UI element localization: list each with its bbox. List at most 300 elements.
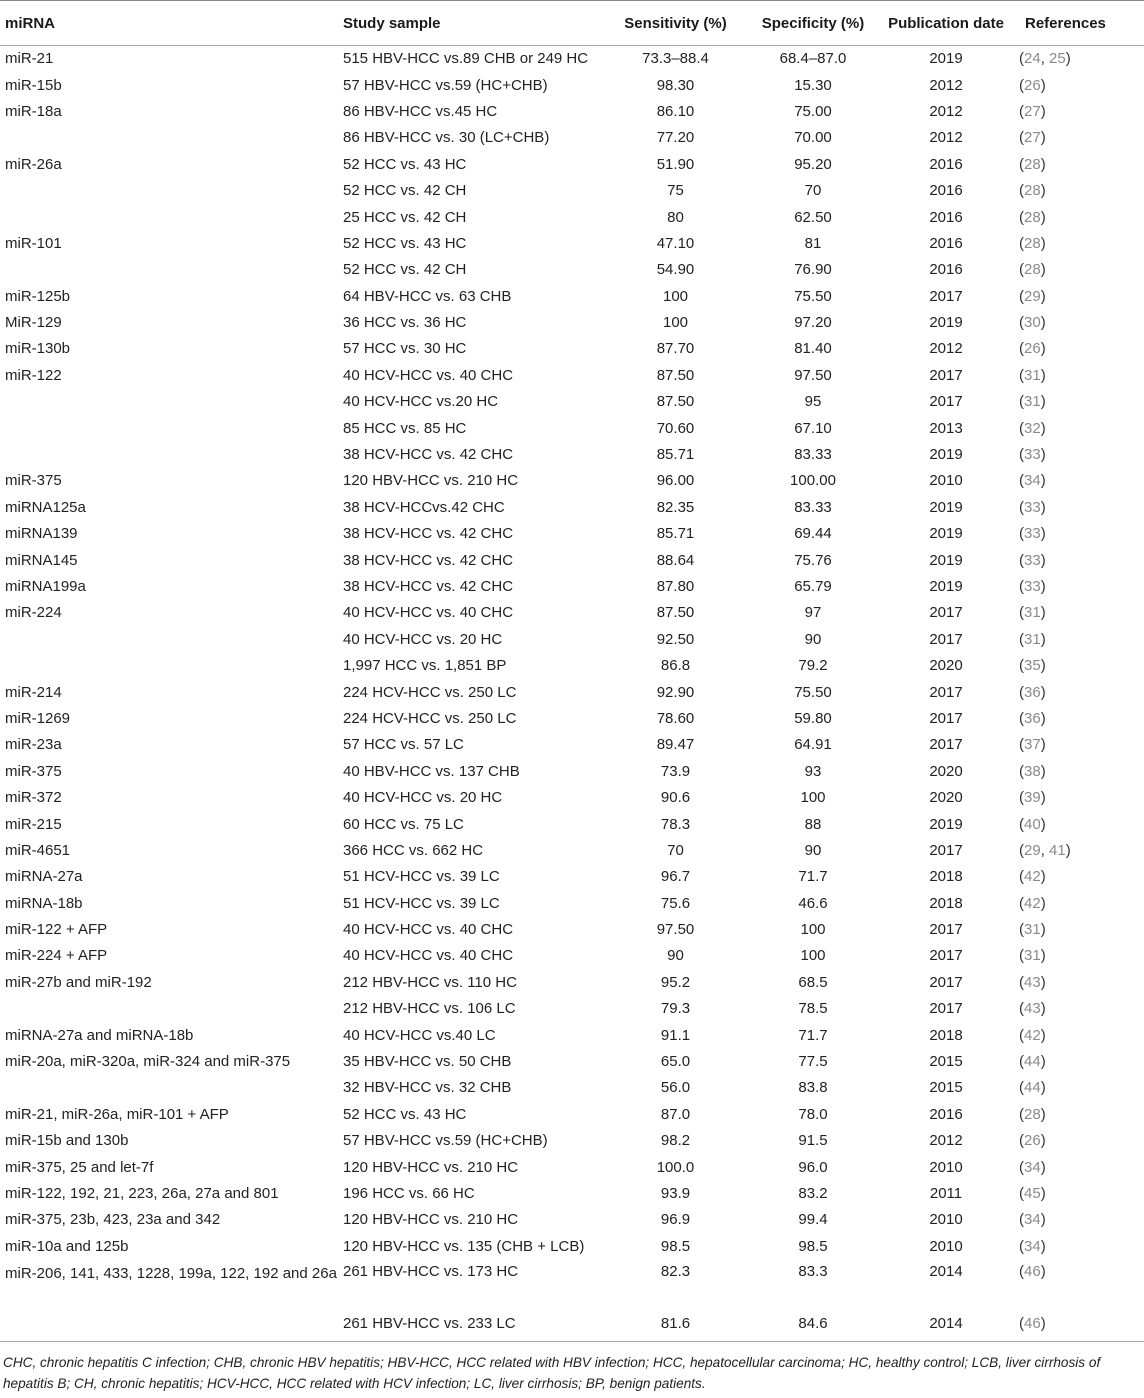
- mirna-cell: [0, 204, 338, 230]
- table-row: [0, 1075, 1144, 1101]
- mirna-cell: miR-21: [5, 50, 54, 68]
- header-sensitivity: Sensitivity (%): [601, 1, 745, 46]
- study-sample-cell: 60 HCC vs. 75 LC: [343, 815, 464, 833]
- sensitivity-cell: 85.71: [656, 525, 695, 543]
- reference-link[interactable]: 35: [1024, 657, 1041, 675]
- sensitivity-cell: 82.35: [656, 498, 695, 516]
- mirna-cell: miR-21, miR-26a, miR-101 + AFP: [5, 1105, 229, 1123]
- publication-date-cell: 2017: [929, 709, 963, 727]
- specificity-cell: 97.20: [794, 314, 832, 332]
- reference-link[interactable]: 34: [1024, 1158, 1041, 1176]
- references-cell: (34): [1019, 472, 1046, 490]
- table-row: [0, 284, 1144, 310]
- references-cell: (42): [1019, 1026, 1046, 1044]
- reference-link[interactable]: 31: [1024, 947, 1041, 965]
- references-cell: (33): [1019, 525, 1046, 543]
- references-cell: (42): [1019, 868, 1046, 886]
- publication-date-cell: 2019: [929, 498, 963, 516]
- reference-link[interactable]: 33: [1024, 525, 1041, 543]
- reference-link[interactable]: 33: [1024, 446, 1041, 464]
- study-sample-cell: 261 HBV-HCC vs. 233 LC: [343, 1315, 516, 1333]
- mirna-cell: miR-122: [5, 366, 62, 384]
- reference-link[interactable]: 46: [1024, 1262, 1041, 1280]
- references-cell: (31): [1019, 921, 1046, 939]
- sensitivity-cell: 78.60: [656, 709, 695, 727]
- study-sample-cell: 120 HBV-HCC vs. 210 HC: [343, 1158, 519, 1176]
- mirna-cell: miRNA-27a: [5, 868, 83, 886]
- table-row: [0, 99, 1144, 125]
- header-study-sample: Study sample: [338, 1, 601, 46]
- sensitivity-cell: 97.50: [656, 921, 695, 939]
- publication-date-cell: 2018: [929, 894, 963, 912]
- sensitivity-cell: 100.0: [656, 1158, 695, 1176]
- mirna-cell: miR-15b and 130b: [5, 1132, 129, 1150]
- specificity-cell: 78.0: [798, 1105, 828, 1123]
- references-cell: (34): [1019, 1237, 1046, 1255]
- publication-date-cell: 2017: [929, 947, 963, 965]
- sensitivity-cell: 51.90: [656, 155, 695, 173]
- mirna-cell: miR-4651: [5, 841, 71, 859]
- study-sample-cell: 52 HCC vs. 42 CH: [343, 182, 467, 200]
- references-cell: (32): [1019, 419, 1046, 437]
- specificity-cell: 75.50: [794, 683, 832, 701]
- publication-date-cell: 2020: [929, 762, 963, 780]
- references-cell: (26): [1019, 1132, 1046, 1150]
- study-sample-cell: 57 HCC vs. 57 LC: [343, 736, 464, 754]
- references-cell: (26): [1019, 76, 1046, 94]
- mirna-cell: miR-224 + AFP: [5, 947, 108, 965]
- study-sample-cell: 40 HCV-HCC vs. 20 HC: [343, 789, 503, 807]
- reference-link[interactable]: 28: [1024, 208, 1041, 226]
- reference-link[interactable]: 28: [1024, 155, 1041, 173]
- specificity-cell: 100: [800, 789, 826, 807]
- sensitivity-cell: 87.50: [656, 393, 695, 411]
- specificity-cell: 93: [804, 762, 822, 780]
- sensitivity-cell: 87.0: [660, 1105, 691, 1123]
- sensitivity-cell: 65.0: [660, 1053, 691, 1071]
- table-row: [0, 495, 1144, 521]
- study-sample-cell: 212 HBV-HCC vs. 106 LC: [343, 1000, 516, 1018]
- sensitivity-cell: 82.3: [660, 1262, 691, 1280]
- specificity-cell: 71.7: [798, 868, 828, 886]
- mirna-cell: miR-224: [5, 604, 62, 622]
- mirna-cell: miR-375: [5, 472, 62, 490]
- reference-link[interactable]: 27: [1024, 129, 1041, 147]
- table-row: [0, 970, 1144, 996]
- specificity-cell: 83.33: [794, 498, 832, 516]
- reference-link[interactable]: 46: [1024, 1315, 1041, 1333]
- mirna-cell: [0, 125, 338, 151]
- references-cell: (43): [1019, 973, 1046, 991]
- study-sample-cell: 40 HCV-HCC vs.40 LC: [343, 1026, 496, 1044]
- study-sample-cell: 261 HBV-HCC vs. 173 HC: [343, 1262, 519, 1280]
- sensitivity-cell: 88.64: [656, 551, 695, 569]
- specificity-cell: 83.2: [798, 1184, 828, 1202]
- study-sample-cell: 86 HBV-HCC vs. 30 (LC+CHB): [343, 129, 550, 147]
- publication-date-cell: 2017: [929, 393, 963, 411]
- table-row: [0, 547, 1144, 573]
- study-sample-cell: 38 HCV-HCC vs. 42 CHC: [343, 578, 514, 595]
- reference-link[interactable]: 26: [1024, 340, 1041, 358]
- mirna-cell: miR-101: [5, 234, 62, 252]
- reference-link[interactable]: 29: [1024, 287, 1041, 305]
- table-row: [0, 389, 1144, 415]
- publication-date-cell: 2017: [929, 736, 963, 754]
- table-body: [0, 46, 1144, 1342]
- publication-date-cell: 2017: [929, 1000, 963, 1018]
- sensitivity-cell: 79.3: [660, 1000, 691, 1018]
- table-row: [0, 838, 1144, 864]
- references-cell: (38): [1019, 762, 1046, 780]
- reference-link[interactable]: 44: [1024, 1079, 1041, 1097]
- mirna-cell: miR-122 + AFP: [5, 921, 108, 939]
- study-sample-cell: 366 HCC vs. 662 HC: [343, 841, 484, 859]
- references-cell: (28): [1019, 182, 1046, 200]
- reference-link[interactable]: 42: [1024, 1026, 1041, 1044]
- sensitivity-cell: 86.10: [656, 102, 695, 120]
- table-row: [0, 1234, 1144, 1260]
- reference-link[interactable]: 31: [1024, 921, 1041, 939]
- reference-link[interactable]: 33: [1024, 551, 1041, 569]
- mirna-cell: miR-10a and 125b: [5, 1237, 129, 1255]
- specificity-cell: 100: [800, 921, 826, 939]
- publication-date-cell: 2017: [929, 973, 963, 991]
- reference-link[interactable]: 29: [1024, 841, 1041, 859]
- mirna-cell: miR-372: [5, 789, 62, 807]
- reference-link[interactable]: 31: [1024, 630, 1041, 648]
- reference-link[interactable]: 44: [1024, 1053, 1041, 1071]
- table-row: [0, 732, 1144, 758]
- reference-link[interactable]: 36: [1024, 709, 1041, 727]
- specificity-cell: 90: [804, 841, 822, 859]
- table-row: [0, 1207, 1144, 1233]
- table-row: [0, 231, 1144, 257]
- references-cell: (37): [1019, 736, 1046, 754]
- reference-link[interactable]: 37: [1024, 736, 1041, 754]
- reference-link[interactable]: 38: [1024, 762, 1041, 780]
- references-cell: (33): [1019, 498, 1046, 516]
- reference-link[interactable]: 24: [1024, 50, 1041, 68]
- sensitivity-cell: 87.80: [656, 578, 695, 595]
- sensitivity-cell: 96.00: [656, 472, 695, 490]
- references-cell: (33): [1019, 551, 1046, 569]
- sensitivity-cell: 70.60: [656, 419, 695, 437]
- publication-date-cell: 2014: [929, 1315, 963, 1333]
- sensitivity-cell: 95.2: [660, 973, 691, 991]
- specificity-cell: 99.4: [798, 1211, 828, 1229]
- mirna-cell: miR-20a, miR-320a, miR-324 and miR-375: [5, 1053, 291, 1071]
- specificity-cell: 75.00: [794, 102, 832, 120]
- study-sample-cell: 25 HCC vs. 42 CH: [343, 208, 467, 226]
- table-row: [0, 521, 1144, 547]
- mirna-cell: miR-375: [5, 762, 62, 780]
- table-row: [0, 1022, 1144, 1048]
- specificity-cell: 83.3: [798, 1262, 828, 1280]
- specificity-cell: 69.44: [794, 525, 832, 543]
- table-row: [0, 257, 1144, 283]
- specificity-cell: 88: [804, 815, 822, 833]
- references-cell: (46): [1019, 1262, 1046, 1280]
- publication-date-cell: 2016: [929, 182, 963, 200]
- publication-date-cell: 2016: [929, 234, 963, 252]
- reference-link[interactable]: 42: [1024, 868, 1041, 886]
- study-sample-cell: 40 HCV-HCC vs. 40 CHC: [343, 604, 514, 622]
- publication-date-cell: 2020: [929, 657, 963, 675]
- reference-link[interactable]: 31: [1024, 366, 1041, 384]
- study-sample-cell: 51 HCV-HCC vs. 39 LC: [343, 868, 500, 886]
- table-row: [0, 363, 1144, 389]
- study-sample-cell: 38 HCV-HCC vs. 42 CHC: [343, 525, 514, 543]
- table-row: [0, 310, 1144, 336]
- mirna-cell: miRNA139: [5, 525, 78, 543]
- reference-link[interactable]: 26: [1024, 76, 1041, 94]
- table-row: [0, 1311, 1144, 1341]
- specificity-cell: 98.5: [798, 1237, 828, 1255]
- reference-link[interactable]: 28: [1024, 182, 1041, 200]
- publication-date-cell: 2016: [929, 208, 963, 226]
- publication-date-cell: 2017: [929, 683, 963, 701]
- study-sample-cell: 40 HCV-HCC vs.20 HC: [343, 393, 499, 411]
- specificity-cell: 76.90: [794, 261, 832, 279]
- specificity-cell: 46.6: [798, 894, 828, 912]
- publication-date-cell: 2018: [929, 1026, 963, 1044]
- table-row: [0, 152, 1144, 178]
- publication-date-cell: 2017: [929, 921, 963, 939]
- reference-link[interactable]: 32: [1024, 419, 1041, 437]
- reference-link[interactable]: 33: [1024, 578, 1041, 595]
- mirna-cell: miRNA125a: [5, 498, 86, 516]
- references-cell: (39): [1019, 789, 1046, 807]
- table-row: [0, 415, 1144, 441]
- publication-date-cell: 2013: [929, 419, 963, 437]
- publication-date-cell: 2019: [929, 314, 963, 332]
- table-row: [0, 759, 1144, 785]
- specificity-cell: 75.50: [794, 287, 832, 305]
- references-cell: (31): [1019, 393, 1046, 411]
- mirna-cell: miR-26a: [5, 155, 62, 173]
- table-row: [0, 627, 1144, 653]
- study-sample-cell: 51 HCV-HCC vs. 39 LC: [343, 894, 500, 912]
- mirna-cell: miRNA145: [5, 551, 78, 569]
- specificity-cell: 90: [804, 630, 822, 648]
- reference-link[interactable]: 26: [1024, 1132, 1041, 1150]
- study-sample-cell: 515 HBV-HCC vs.89 CHB or 249 HC: [343, 50, 589, 68]
- sensitivity-cell: 73.9: [660, 762, 691, 780]
- specificity-cell: 79.2: [798, 657, 828, 675]
- sensitivity-cell: 96.9: [660, 1211, 691, 1229]
- references-cell: (24, 25): [1019, 50, 1071, 68]
- reference-link[interactable]: 41: [1049, 841, 1066, 859]
- reference-link[interactable]: 45: [1024, 1184, 1041, 1202]
- mirna-cell: [0, 627, 338, 653]
- specificity-cell: 59.80: [794, 709, 832, 727]
- sensitivity-cell: 87.70: [656, 340, 695, 358]
- mirna-cell: [0, 178, 338, 204]
- mirna-cell: miR-375, 25 and let-7f: [5, 1158, 154, 1176]
- sensitivity-cell: 93.9: [660, 1184, 691, 1202]
- study-sample-cell: 120 HBV-HCC vs. 210 HC: [343, 472, 519, 490]
- sensitivity-cell: 85.71: [656, 446, 695, 464]
- publication-date-cell: 2019: [929, 815, 963, 833]
- sensitivity-cell: 54.90: [656, 261, 695, 279]
- references-cell: (43): [1019, 1000, 1046, 1018]
- study-sample-cell: 196 HCC vs. 66 HC: [343, 1184, 475, 1202]
- references-cell: (31): [1019, 947, 1046, 965]
- mirna-cell: [0, 1311, 338, 1341]
- publication-date-cell: 2012: [929, 129, 963, 147]
- study-sample-cell: 35 HBV-HCC vs. 50 CHB: [343, 1053, 512, 1071]
- reference-link[interactable]: 40: [1024, 815, 1041, 833]
- sensitivity-cell: 87.50: [656, 366, 695, 384]
- reference-link[interactable]: 28: [1024, 1105, 1041, 1123]
- publication-date-cell: 2012: [929, 102, 963, 120]
- mirna-cell: miR-18a: [5, 102, 62, 120]
- mirna-cell: [0, 389, 338, 415]
- specificity-cell: 78.5: [798, 1000, 828, 1018]
- sensitivity-cell: 80: [667, 208, 684, 226]
- reference-link[interactable]: 34: [1024, 1237, 1041, 1255]
- specificity-cell: 70: [804, 182, 822, 200]
- mirna-cell: miR-15b: [5, 76, 62, 94]
- sensitivity-cell: 86.8: [660, 657, 691, 675]
- reference-link[interactable]: 42: [1024, 894, 1041, 912]
- specificity-cell: 83.8: [798, 1079, 828, 1097]
- specificity-cell: 75.76: [794, 551, 832, 569]
- study-sample-cell: 57 HBV-HCC vs.59 (HC+CHB): [343, 76, 548, 94]
- study-sample-cell: 52 HCC vs. 42 CH: [343, 261, 467, 279]
- publication-date-cell: 2012: [929, 76, 963, 94]
- study-sample-cell: 52 HCC vs. 43 HC: [343, 155, 467, 173]
- mirna-cell: miRNA-27a and miRNA-18b: [5, 1026, 194, 1044]
- reference-link[interactable]: 34: [1024, 1211, 1041, 1229]
- references-cell: (31): [1019, 366, 1046, 384]
- study-sample-cell: 52 HCC vs. 43 HC: [343, 234, 467, 252]
- specificity-cell: 97: [804, 604, 822, 622]
- references-cell: (33): [1019, 446, 1046, 464]
- specificity-cell: 68.5: [798, 973, 828, 991]
- references-cell: (28): [1019, 234, 1046, 252]
- study-sample-cell: 40 HCV-HCC vs. 40 CHC: [343, 947, 514, 965]
- sensitivity-cell: 98.5: [660, 1237, 691, 1255]
- sensitivity-cell: 73.3–88.4: [642, 50, 709, 68]
- mirna-cell: [0, 257, 338, 283]
- reference-link[interactable]: 43: [1024, 1000, 1041, 1018]
- specificity-cell: 95.20: [794, 155, 832, 173]
- study-sample-cell: 85 HCC vs. 85 HC: [343, 419, 467, 437]
- references-cell: (28): [1019, 1105, 1046, 1123]
- reference-link[interactable]: 43: [1024, 973, 1041, 991]
- reference-link[interactable]: 31: [1024, 393, 1041, 411]
- study-sample-cell: 38 HCV-HCCvs.42 CHC: [343, 498, 505, 516]
- table-row: [0, 468, 1144, 494]
- references-cell: (27): [1019, 102, 1046, 120]
- reference-link[interactable]: 33: [1024, 498, 1041, 516]
- publication-date-cell: 2012: [929, 1132, 963, 1150]
- specificity-cell: 62.50: [794, 208, 832, 226]
- sensitivity-cell: 100: [662, 287, 689, 305]
- specificity-cell: 100: [800, 947, 826, 965]
- header-mirna: miRNA: [0, 1, 338, 46]
- study-sample-cell: 57 HCC vs. 30 HC: [343, 340, 467, 358]
- mirna-cell: [0, 442, 338, 468]
- specificity-cell: 100.00: [790, 472, 836, 490]
- table-row: [0, 204, 1144, 230]
- study-sample-cell: 40 HCV-HCC vs. 40 CHC: [343, 366, 514, 384]
- reference-link[interactable]: 39: [1024, 789, 1041, 807]
- mirna-cell: miR-23a: [5, 736, 62, 754]
- publication-date-cell: 2011: [929, 1184, 963, 1202]
- publication-date-cell: 2010: [929, 1237, 963, 1255]
- references-cell: (28): [1019, 261, 1046, 279]
- table-row: [0, 46, 1144, 73]
- specificity-cell: 77.5: [798, 1053, 828, 1071]
- table-row: [0, 125, 1144, 151]
- references-cell: (35): [1019, 657, 1046, 675]
- sensitivity-cell: 75.6: [660, 894, 691, 912]
- specificity-cell: 64.91: [794, 736, 832, 754]
- reference-link[interactable]: 30: [1024, 314, 1041, 332]
- table-row: [0, 178, 1144, 204]
- table-row: [0, 1260, 1144, 1311]
- reference-link[interactable]: 28: [1024, 234, 1041, 252]
- header-references: References: [1011, 1, 1144, 46]
- study-sample-cell: 120 HBV-HCC vs. 135 (CHB + LCB): [343, 1237, 585, 1255]
- table-row: [0, 72, 1144, 98]
- reference-link[interactable]: 31: [1024, 604, 1041, 622]
- study-sample-cell: 32 HBV-HCC vs. 32 CHB: [343, 1079, 512, 1097]
- sensitivity-cell: 77.20: [656, 129, 695, 147]
- publication-date-cell: 2019: [929, 525, 963, 543]
- sensitivity-cell: 75: [667, 182, 684, 200]
- sensitivity-cell: 47.10: [656, 234, 695, 252]
- mirna-cell: miR-27b and miR-192: [5, 973, 152, 991]
- table-row: [0, 1154, 1144, 1180]
- mirna-cell: miR-125b: [5, 287, 71, 305]
- table-row: [0, 442, 1144, 468]
- mirna-cell: miR-215: [5, 815, 62, 833]
- specificity-cell: 81: [804, 234, 822, 252]
- publication-date-cell: 2018: [929, 868, 963, 886]
- reference-link[interactable]: 27: [1024, 102, 1041, 120]
- study-sample-cell: 40 HCV-HCC vs. 20 HC: [343, 630, 503, 648]
- mirna-cell: [0, 415, 338, 441]
- table-row: [0, 1128, 1144, 1154]
- table-row: [0, 943, 1144, 969]
- references-cell: (29): [1019, 287, 1046, 305]
- table-row: [0, 996, 1144, 1022]
- table-row: [0, 785, 1144, 811]
- mirna-cell: [0, 1075, 338, 1101]
- mirna-cell: miR-375, 23b, 423, 23a and 342: [5, 1211, 221, 1229]
- mirna-cell: [0, 653, 338, 679]
- mirna-cell: miR-122, 192, 21, 223, 26a, 27a and 801: [5, 1184, 279, 1202]
- publication-date-cell: 2017: [929, 630, 963, 648]
- publication-date-cell: 2010: [929, 472, 963, 490]
- specificity-cell: 95: [804, 393, 822, 411]
- study-sample-cell: 224 HCV-HCC vs. 250 LC: [343, 683, 517, 701]
- table-row: [0, 679, 1144, 705]
- study-sample-cell: 38 HCV-HCC vs. 42 CHC: [343, 551, 514, 569]
- publication-date-cell: 2019: [929, 446, 963, 464]
- reference-link[interactable]: 34: [1024, 472, 1041, 490]
- reference-link[interactable]: 25: [1049, 50, 1066, 68]
- publication-date-cell: 2010: [929, 1211, 963, 1229]
- sensitivity-cell: 98.2: [660, 1132, 691, 1150]
- mirna-cell: miR-206, 141, 433, 1228, 199a, 122, 192 and 26a: [5, 1264, 337, 1282]
- sensitivity-cell: 100: [662, 314, 689, 332]
- reference-link[interactable]: 28: [1024, 261, 1041, 279]
- reference-link[interactable]: 36: [1024, 683, 1041, 701]
